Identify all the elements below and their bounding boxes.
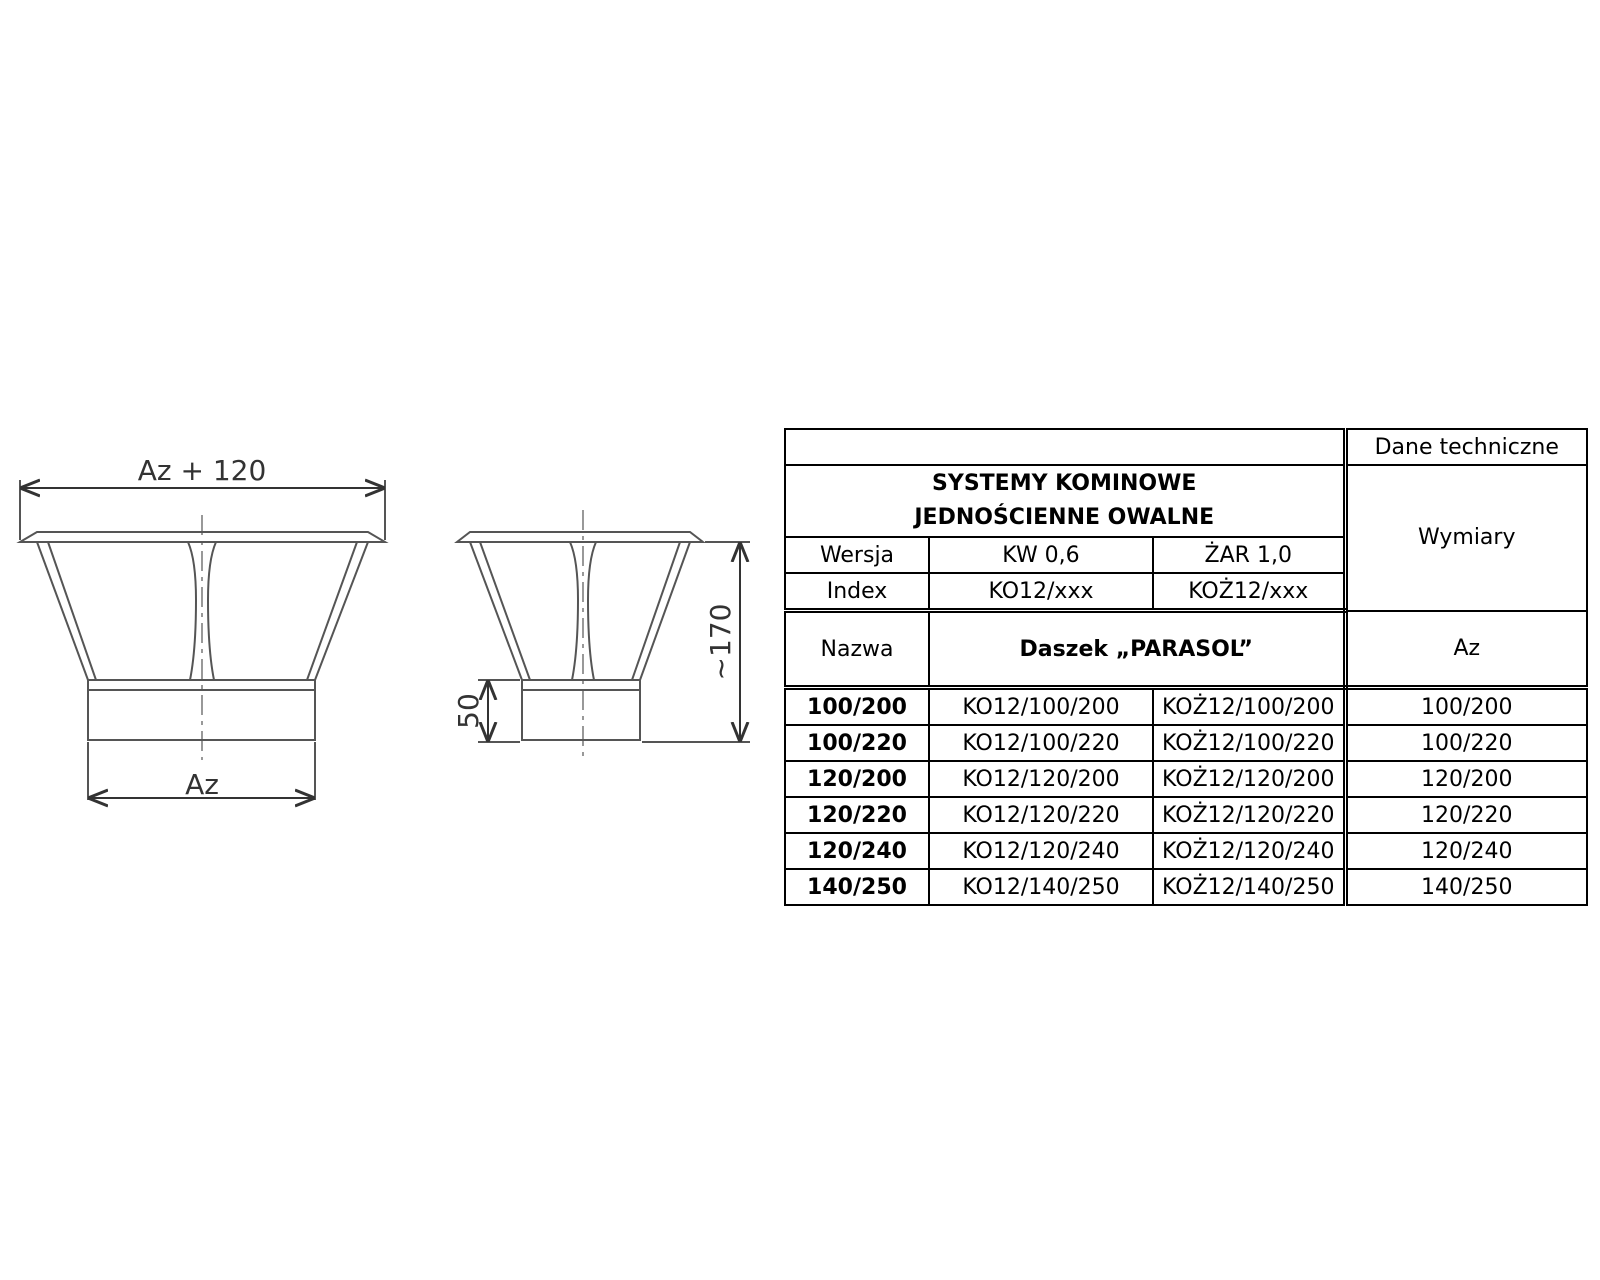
table-title: [785, 465, 1345, 537]
zar-cell: KOŻ12/140/250: [1153, 869, 1345, 905]
name-row: [785, 611, 1587, 688]
version-kw: KW 0,6: [929, 537, 1153, 573]
az-cell: 120/200: [1345, 761, 1587, 797]
table-row: [785, 833, 1587, 869]
kw-cell: KO12/120/220: [929, 797, 1153, 833]
az-cell: 120/220: [1345, 797, 1587, 833]
size-cell: 100/220: [785, 725, 929, 761]
az-cell: 120/240: [1345, 833, 1587, 869]
dimension-label-collar: 50: [452, 693, 485, 729]
tech-data-header: Dane techniczne: [1345, 429, 1587, 465]
size-cell: 140/250: [785, 869, 929, 905]
table-row: [785, 797, 1587, 833]
az-cell: 100/200: [1345, 688, 1587, 726]
kw-cell: KO12/120/240: [929, 833, 1153, 869]
technical-drawing: [0, 0, 780, 1280]
kw-cell: KO12/140/250: [929, 869, 1153, 905]
table-row: [785, 761, 1587, 797]
header-row-top: [785, 429, 1587, 465]
zar-cell: KOŻ12/120/240: [1153, 833, 1345, 869]
dimension-label-top: Az + 120: [137, 454, 267, 487]
spec-table: [784, 428, 1588, 906]
az-cell: 100/220: [1345, 725, 1587, 761]
dimension-label-bottom: Az: [185, 768, 219, 801]
kw-cell: KO12/120/200: [929, 761, 1153, 797]
size-cell: 100/200: [785, 688, 929, 726]
az-cell: 140/250: [1345, 869, 1587, 905]
version-zar: ŻAR 1,0: [1153, 537, 1345, 573]
size-cell: 120/240: [785, 833, 929, 869]
name-label: Nazwa: [785, 611, 929, 688]
az-header: Az: [1345, 611, 1587, 688]
zar-cell: KOŻ12/120/220: [1153, 797, 1345, 833]
kw-cell: KO12/100/220: [929, 725, 1153, 761]
index-kw: KO12/xxx: [929, 573, 1153, 611]
dimension-label-height: ~170: [704, 603, 737, 681]
index-label: Index: [785, 573, 929, 611]
dimensions-header: Wymiary: [1345, 465, 1587, 611]
empty-header-cell: [785, 429, 1345, 465]
zar-cell: KOŻ12/100/200: [1153, 688, 1345, 726]
front-view: [20, 480, 385, 800]
table-title-line2: JEDNOŚCIENNE OWALNE: [914, 505, 1215, 530]
zar-cell: KOŻ12/120/200: [1153, 761, 1345, 797]
kw-cell: KO12/100/200: [929, 688, 1153, 726]
size-cell: 120/220: [785, 797, 929, 833]
product-name: Daszek „PARASOL”: [929, 611, 1345, 688]
table-row: [785, 869, 1587, 905]
table-row: [785, 725, 1587, 761]
size-cell: 120/200: [785, 761, 929, 797]
table-row: [785, 688, 1587, 726]
version-label: Wersja: [785, 537, 929, 573]
index-zar: KOŻ12/xxx: [1153, 573, 1345, 611]
table-title-line1: SYSTEMY KOMINOWE: [932, 471, 1197, 496]
title-row: [785, 465, 1587, 537]
zar-cell: KOŻ12/100/220: [1153, 725, 1345, 761]
